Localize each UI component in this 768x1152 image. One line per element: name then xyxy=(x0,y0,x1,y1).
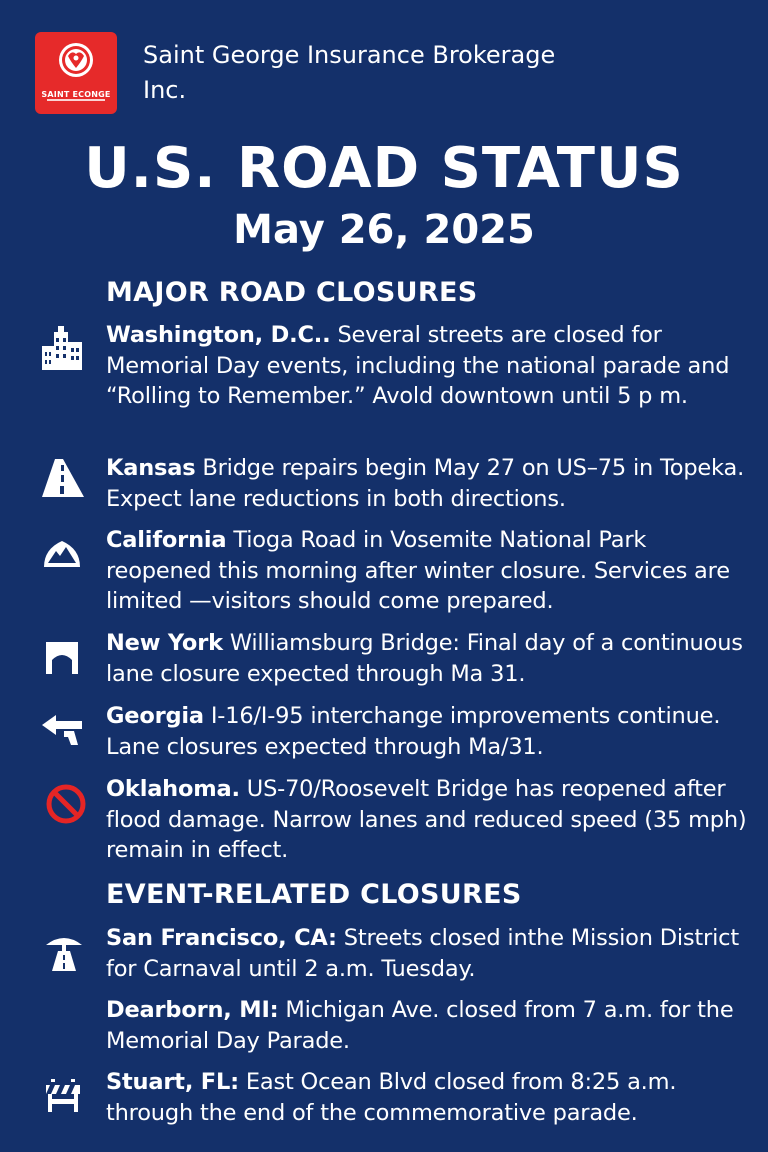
company-logo xyxy=(35,32,117,114)
item-description: Bridge repairs begin May 27 on US–75 in Topeka. Expect lane reductions in both directions. xyxy=(106,455,745,512)
item-location: San Francisco, CA: xyxy=(106,925,337,951)
item-description: Michigan Ave. closed from 7 a.m. for the Memorial Day Parade. xyxy=(106,997,734,1054)
list-item-stuart xyxy=(38,1067,748,1128)
item-description: East Ocean Blvd closed from 8:25 a.m. through the end of the commemorative parade. xyxy=(106,1069,677,1126)
shield-crest-icon xyxy=(35,32,117,114)
header xyxy=(35,32,735,114)
mountain-icon xyxy=(38,529,92,569)
no-entry-icon xyxy=(38,778,92,818)
item-location: California xyxy=(106,527,227,553)
item-text xyxy=(106,453,756,514)
section-title-major-closures: MAJOR ROAD CLOSURES xyxy=(106,277,478,308)
logo-text: SAINT ECONGE xyxy=(41,90,111,99)
item-description: I-16/I-95 interchange improvements continue. Lane closures expected through Ma/31. xyxy=(106,703,721,760)
item-location: Dearborn, MI: xyxy=(106,997,279,1023)
item-location: Georgia xyxy=(106,703,204,729)
company-name: Saint George Insurance Brokerage Inc. xyxy=(143,41,556,104)
list-item-san-francisco xyxy=(38,923,748,984)
list-item-oklahoma xyxy=(38,774,748,866)
list-item-california xyxy=(38,525,748,617)
item-description: Streets closed inthe Mission District for Carnaval until 2 a.m. Tuesday. xyxy=(106,925,739,982)
page-date: May 26, 2025 xyxy=(233,207,535,253)
item-description: Several streets are closed for Memorial Day events, including the national parade and “Rolling to Remember.” Avold downtown until 5 p m. xyxy=(106,322,730,409)
item-location: New York xyxy=(106,630,223,656)
item-text xyxy=(106,995,756,1056)
item-text xyxy=(106,701,756,762)
item-text xyxy=(106,525,756,617)
item-location: Washington, D.C.. xyxy=(106,322,331,348)
section-title-event-closures: EVENT-RELATED CLOSURES xyxy=(106,879,522,910)
list-item-new-york xyxy=(38,628,748,689)
item-description: US-70/Roosevelt Bridge has reopened after flood damage. Narrow lanes and reduced speed (35 mph) remain in effect. xyxy=(106,776,747,863)
item-text xyxy=(106,923,756,984)
road-barrier-icon xyxy=(38,1071,92,1111)
item-text xyxy=(106,628,756,689)
page-title: U.S. ROAD STATUS xyxy=(84,136,684,201)
item-text xyxy=(106,1067,756,1128)
city-buildings-icon xyxy=(38,324,92,364)
list-item-kansas xyxy=(38,453,748,514)
list-item-washington xyxy=(38,320,748,412)
item-location: Oklahoma. xyxy=(106,776,240,802)
item-location: Stuart, FL: xyxy=(106,1069,239,1095)
item-text xyxy=(106,774,756,866)
bridge-icon xyxy=(38,632,92,672)
item-location: Kansas xyxy=(106,455,196,481)
item-text xyxy=(106,320,756,412)
item-description: Tioga Road in Vosemite National Park reopened this morning after winter closure. Services are limited —visitors should come prepared. xyxy=(106,527,730,614)
interchange-arrows-icon xyxy=(38,705,92,745)
list-item-georgia xyxy=(38,701,748,762)
list-item-dearborn xyxy=(38,995,748,1056)
umbrella-road-icon xyxy=(38,927,92,967)
item-description: Williamsburg Bridge: Final day of a continuous lane closure expected through Ma 31. xyxy=(106,630,743,687)
road-icon xyxy=(38,457,92,497)
